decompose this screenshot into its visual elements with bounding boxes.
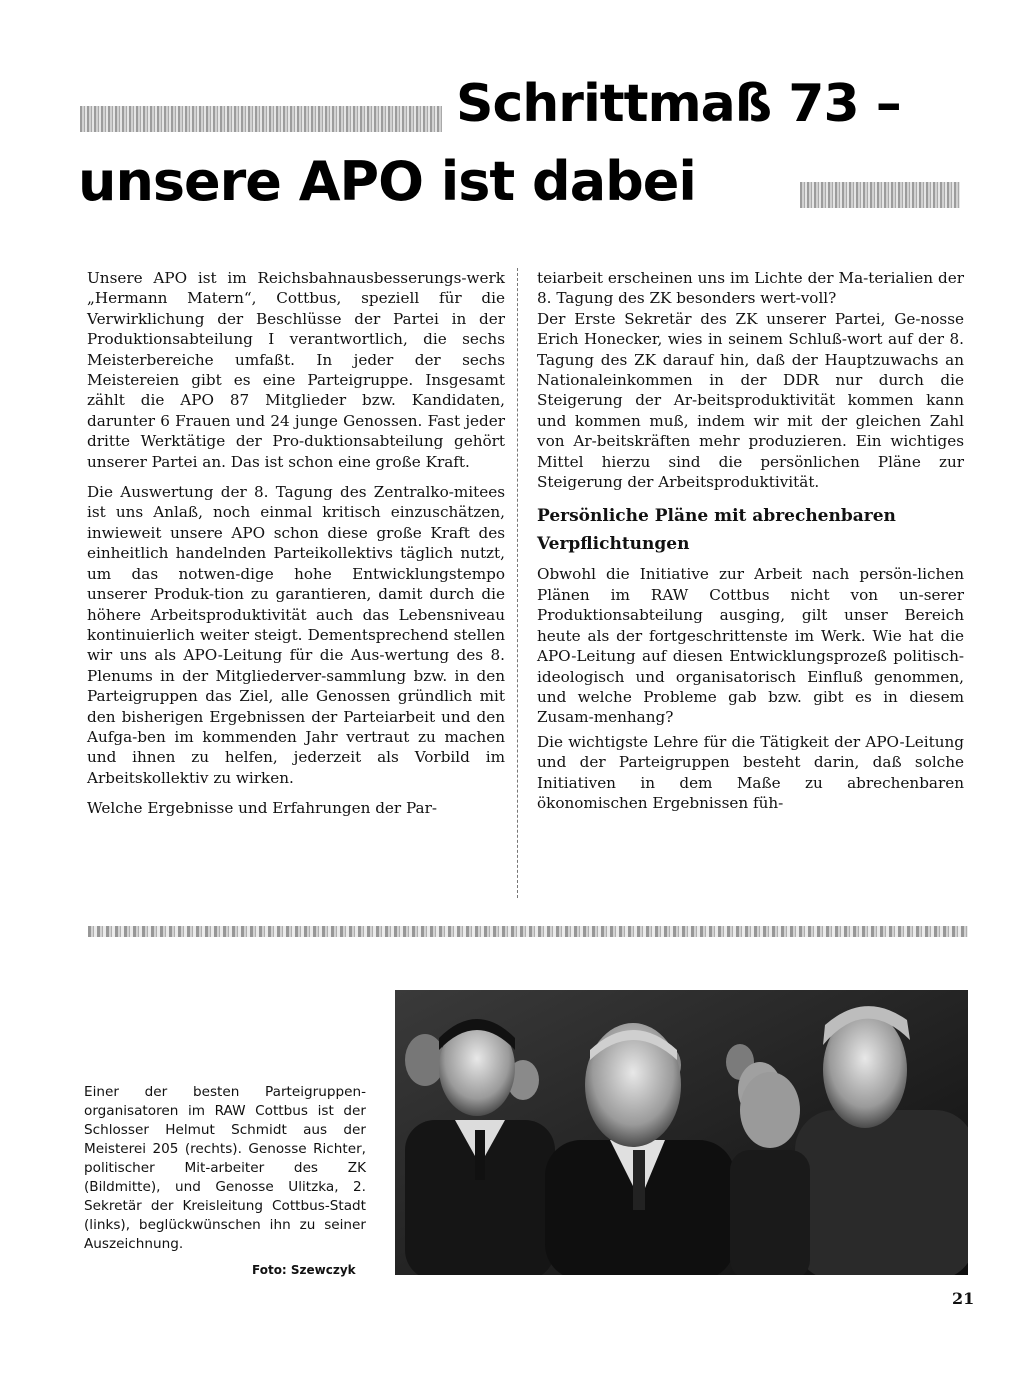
article-left-column (87, 268, 505, 829)
right-paragraph-1: teiarbeit erscheinen uns im Lichte der Ma-terialien der 8. Tagung des ZK besonders wert-voll? (537, 269, 964, 308)
section-heading: Persönliche Pläne mit abrechenbaren Verpflichtungen (537, 506, 896, 555)
right-paragraph-2: Der Erste Sekretär des ZK unserer Partei, Ge-nosse Erich Honecker, wies in seinem Schluß-wort auf der 8. Tagung des ZK darauf hin, daß der Hauptzuwachs an Nationaleinkommen in der DDR nur durch die Steigerung der Ar-beitsproduktivität kommen kann und kommen muß, indem wir mit der gleichen Zahl von Ar-beitskräften mehr produzieren. Ein wichtiges Mittel hierzu sind die persönlichen Pläne zur Steigerung der Arbeitsproduktivität. (537, 309, 964, 492)
photo-credit: Foto: Szewczyk (252, 1263, 356, 1277)
right-paragraph-3: Obwohl die Initiative zur Arbeit nach persön-lichen Plänen im RAW Cottbus nicht von un-serer Produktionsabteilung ausging, gilt unser Bereich heute als der fortgeschrittenste im Werk. Wie hat die APO-Leitung auf diesen Entwicklungsprozeß politisch-ideologisch und organisatorisch Einfluß genommen, und welche Probleme gab bzw. gibt es in diesem Zusam-menhang? (537, 565, 964, 727)
article-right-column (537, 268, 964, 823)
headline-bar-bottom (800, 182, 960, 208)
left-paragraph-1: Unsere APO ist im Reichsbahnausbesserungs-werk „Hermann Matern“, Cottbus, speziell für die Verwirklichung der Beschlüsse der Partei in der Produktionsabteilung I verantwortlich, die sechs Meisterbereiche umfaßt. In jeder der sechs Meistereien gibt es eine Parteigruppe. Insgesamt zählt die APO 87 Mitglieder bzw. Kandidaten, darunter 6 Frauen und 24 junge Genossen. Fast jeder dritte Werktätige der Pro-duktionsabteilung gehört unserer Partei an. Das ist schon eine große Kraft. (87, 269, 505, 471)
photo-illustration (395, 990, 968, 1275)
right-paragraph-4: Die wichtigste Lehre für die Tätigkeit der APO-Leitung und der Parteigruppen besteht darin, daß solche Initiativen in dem Maße zu abrechenbaren ökonomischen Ergebnissen füh- (537, 732, 964, 812)
photo-caption: Einer der besten Parteigruppen-organisatoren im RAW Cottbus ist der Schlosser Helmut Schmidt aus der Meisterei 205 (rechts). Genosse Richter, politischer Mit-arbeiter des ZK (Bildmitte), und Genosse Ulitzka, 2. Sekretär der Kreisleitung Cottbus-Stadt (links), beglückwünschen ihn zu seiner Auszeichnung. (84, 1084, 366, 1252)
news-photo (395, 990, 968, 1275)
headline-bar-top (80, 106, 442, 132)
headline-line-2: unsere APO ist dabei (78, 150, 696, 213)
section-separator (88, 926, 968, 937)
left-paragraph-2: Die Auswertung der 8. Tagung des Zentralko-mitees ist uns Anlaß, noch einmal kritisch einzuschätzen, inwieweit unsere APO schon diese große Kraft des einheitlich handelnden Parteikollektivs täglich nutzt, um das notwen-dige hohe Entwicklungstempo unserer Produk-tion zu garantieren, damit durch die höhere Arbeitsproduktivität auch das Lebensniveau kontinuierlich weiter steigt. Dementsprechend stellen wir uns als APO-Leitung für die Aus-wertung des 8. Plenums in der Mitgliederver-sammlung bzw. in den Parteigruppen das Ziel, alle Genossen gründlich mit den bisherigen Ergebnissen der Parteiarbeit und den Aufga-ben im kommenden Jahr vertraut zu machen und ihnen zu helfen, jederzeit als Vorbild im Arbeitskollektiv zu wirken. (87, 483, 505, 787)
column-divider (517, 268, 519, 898)
headline-line-1: Schrittmaß 73 – (456, 74, 901, 134)
page-number: 21 (952, 1289, 975, 1308)
left-paragraph-3: Welche Ergebnisse und Erfahrungen der Par- (87, 799, 437, 818)
